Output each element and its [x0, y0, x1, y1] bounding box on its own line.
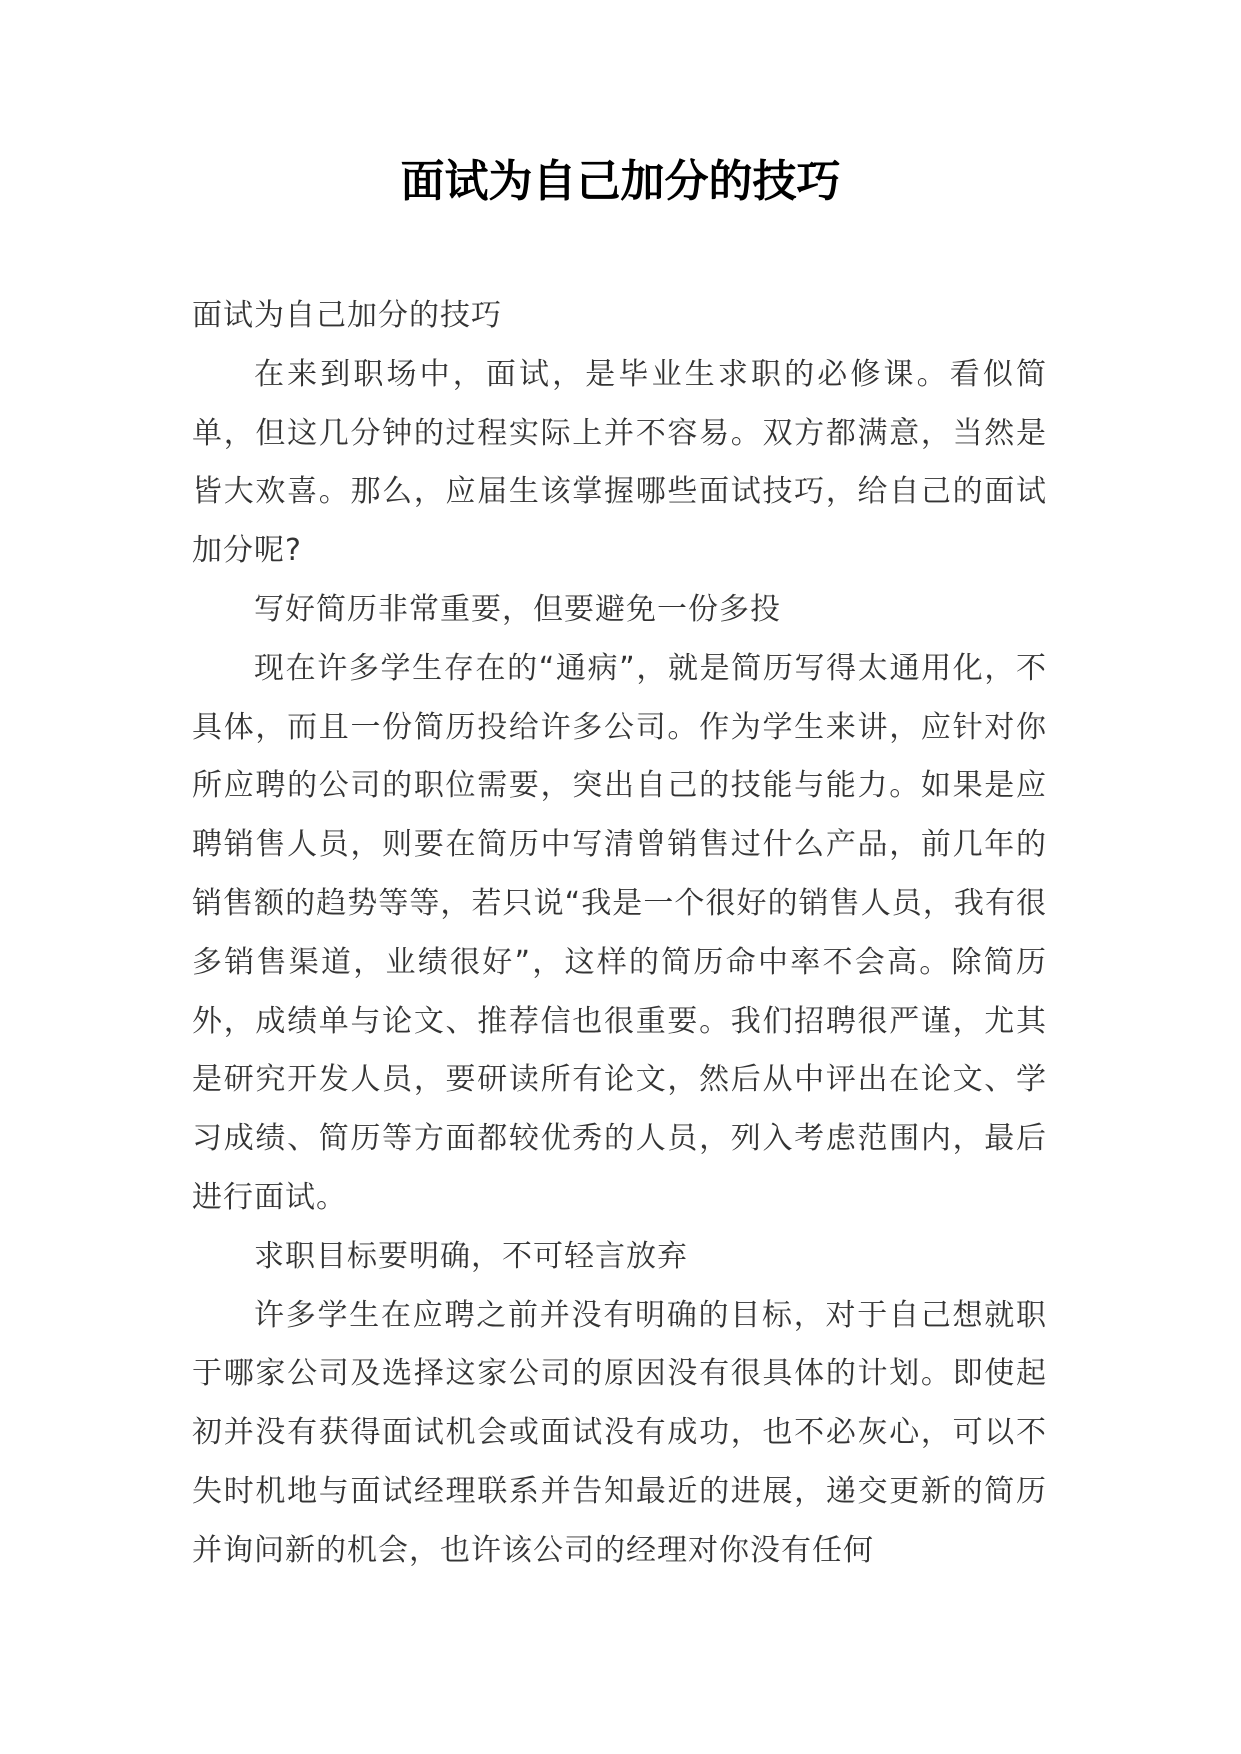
section-heading-resume: 写好简历非常重要，但要避免一份多投 — [254, 591, 781, 627]
section-heading-goal: 求职目标要明确，不可轻言放弃 — [254, 1238, 688, 1274]
paragraph-subtitle: 面试为自己加分的技巧 — [192, 298, 502, 333]
paragraph-intro: 在来到职场中，面试，是毕业生求职的必修课。看似简单，但这几分钟的过程实际上并不容易。双方都满意，当然是皆大欢喜。那么，应届生该掌握哪些面试技巧，给自己的面试加分呢? — [192, 356, 1047, 569]
document-body — [192, 287, 1047, 1581]
paragraph-resume: 现在许多学生存在的“通病”，就是简历写得太通用化，不具体，而且一份简历投给许多公司。作为学生来讲，应针对你所应聘的公司的职位需要，突出自己的技能与能力。如果是应聘销售人员，则要在简历中写清曾销售过什么产品，前几年的销售额的趋势等等，若只说“我是一个很好的销售人员，我有很多销售渠道，业绩很好”，这样的简历命中率不会高。除简历外，成绩单与论文、推荐信也很重要。我们招聘很严谨，尤其是研究开发人员，要研读所有论文，然后从中评出在论文、学习成绩、简历等方面都较优秀的人员，列入考虑范围内，最后进行面试。 — [192, 650, 1047, 1215]
document-title: 面试为自己加分的技巧 — [400, 156, 841, 207]
paragraph-goal: 许多学生在应聘之前并没有明确的目标，对于自己想就职于哪家公司及选择这家公司的原因没有很具体的计划。即使起初并没有获得面试机会或面试没有成功，也不必灰心，可以不失时机地与面试经理联系并告知最近的进展，递交更新的简历并询问新的机会，也许该公司的经理对你没有任何 — [192, 1297, 1047, 1568]
